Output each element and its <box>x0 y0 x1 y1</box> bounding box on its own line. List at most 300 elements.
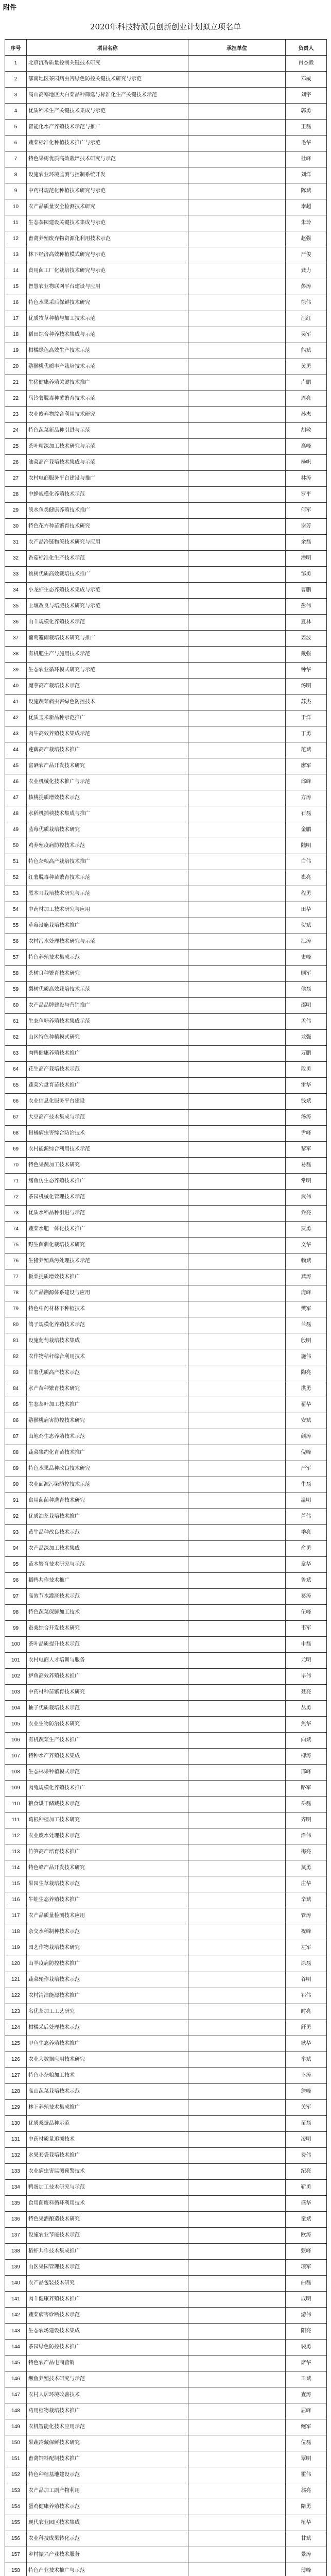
cell-unit <box>188 423 286 439</box>
cell-leader: 芦伟 <box>286 1509 327 1525</box>
cell-index: 11 <box>5 215 27 231</box>
cell-unit <box>188 2068 286 2084</box>
cell-project-name: 油菜高产栽培技术集成与示范 <box>27 455 188 471</box>
cell-index: 35 <box>5 599 27 615</box>
cell-index: 98 <box>5 1605 27 1621</box>
table-row <box>5 1301 327 1317</box>
cell-leader: 高峰 <box>286 439 327 455</box>
table-row <box>5 151 327 167</box>
table-row <box>5 1892 327 1908</box>
cell-unit <box>188 2419 286 2435</box>
cell-index: 58 <box>5 966 27 982</box>
cell-index: 27 <box>5 471 27 487</box>
cell-index: 81 <box>5 1333 27 1349</box>
cell-index: 59 <box>5 982 27 998</box>
cell-index: 95 <box>5 1557 27 1573</box>
cell-leader: 鲍军 <box>286 2419 327 2435</box>
cell-project-name: 生态鱼塘养殖技术集成示范 <box>27 1014 188 1030</box>
cell-project-name: 特色农产品电商营销 <box>27 2355 188 2371</box>
cell-index: 150 <box>5 2435 27 2451</box>
cell-index: 62 <box>5 1030 27 1046</box>
cell-leader: 葛涛 <box>286 1589 327 1605</box>
table-row <box>5 1413 327 1429</box>
cell-unit <box>188 1621 286 1637</box>
cell-leader: 牟斌 <box>286 2052 327 2068</box>
cell-project-name: 农业大数据应用技术研究 <box>27 2052 188 2068</box>
cell-leader: 夏林 <box>286 615 327 631</box>
table-row <box>5 870 327 886</box>
cell-unit <box>188 231 286 247</box>
cell-unit <box>188 1924 286 1940</box>
cell-leader: 赵强 <box>286 231 327 247</box>
cell-index: 97 <box>5 1589 27 1605</box>
cell-unit <box>188 104 286 120</box>
table-row <box>5 1908 327 1924</box>
cell-project-name: 农产品溯源体系建设与应用 <box>27 1285 188 1301</box>
table-row <box>5 1509 327 1525</box>
cell-unit <box>188 1573 286 1589</box>
table-row <box>5 599 327 615</box>
cell-project-name: 药用植物栽培技术推广 <box>27 2403 188 2419</box>
cell-project-name: 果园生草栽培技术示范 <box>27 1876 188 1892</box>
cell-project-name: 蔬菜标准化种植技术推广与示范 <box>27 135 188 151</box>
cell-index: 92 <box>5 1509 27 1525</box>
cell-unit <box>188 183 286 199</box>
cell-project-name: 中药材加工技术研究与应用 <box>27 902 188 918</box>
table-row <box>5 2308 327 2324</box>
cell-leader: 管涛 <box>286 1908 327 1924</box>
cell-index: 51 <box>5 854 27 870</box>
cell-leader: 聂亮 <box>286 1685 327 1701</box>
cell-leader: 靳勇 <box>286 2180 327 2196</box>
cell-project-name: 鲈鱼高效养殖技术推广 <box>27 1669 188 1685</box>
table-row <box>5 822 327 838</box>
cell-leader: 霍伟 <box>286 2467 327 2483</box>
cell-leader: 范斌 <box>286 742 327 758</box>
cell-index: 42 <box>5 710 27 726</box>
table-row <box>5 886 327 902</box>
cell-project-name: 农产品质量安全检测技术研究 <box>27 199 188 215</box>
cell-leader: 屈峰 <box>286 2403 327 2419</box>
cell-project-name: 柑橘采后处理技术示范 <box>27 2020 188 2036</box>
cell-leader: 严俊 <box>286 247 327 263</box>
table-row <box>5 359 327 375</box>
cell-index: 33 <box>5 567 27 583</box>
cell-unit <box>188 2340 286 2355</box>
cell-leader: 武伟 <box>286 1190 327 1206</box>
cell-leader: 贺斌 <box>286 918 327 934</box>
cell-index: 106 <box>5 1733 27 1749</box>
cell-unit <box>188 2292 286 2308</box>
table-row <box>5 503 327 519</box>
table-row <box>5 567 327 583</box>
cell-leader: 路军 <box>286 1781 327 1797</box>
cell-index: 124 <box>5 2020 27 2036</box>
cell-unit <box>188 247 286 263</box>
cell-leader: 余磊 <box>286 535 327 551</box>
table-row <box>5 1429 327 1445</box>
cell-project-name: 北京沉香质量控制关键技术研究 <box>27 56 188 72</box>
table-row <box>5 327 327 343</box>
cell-index: 52 <box>5 870 27 886</box>
cell-unit <box>188 88 286 104</box>
cell-leader: 严军 <box>286 1461 327 1477</box>
cell-index: 7 <box>5 151 27 167</box>
cell-leader: 黄勇 <box>286 359 327 375</box>
cell-leader: 尤明 <box>286 1653 327 1669</box>
table-row <box>5 1397 327 1413</box>
table-row <box>5 2196 327 2212</box>
cell-unit <box>188 2435 286 2451</box>
cell-leader: 甄峰 <box>286 2244 327 2260</box>
cell-leader: 纪亮 <box>286 2164 327 2180</box>
cell-project-name: 农村能源综合利用技术示范 <box>27 1142 188 1158</box>
cell-index: 44 <box>5 742 27 758</box>
cell-unit <box>188 56 286 72</box>
cell-project-name: 茶叶品质提升技术示范 <box>27 1637 188 1653</box>
cell-unit <box>188 215 286 231</box>
cell-project-name: 设施农业节能技术示范 <box>27 2228 188 2244</box>
table-row <box>5 1765 327 1781</box>
cell-project-name: 水果套袋栽培技术推广 <box>27 2148 188 2164</box>
cell-unit <box>188 918 286 934</box>
table-row <box>5 1333 327 1349</box>
table-row <box>5 2387 327 2403</box>
cell-leader: 倪峰 <box>286 1445 327 1461</box>
cell-unit <box>188 72 286 88</box>
cell-project-name: 优质牧草种植与加工技术示范 <box>27 311 188 327</box>
cell-unit <box>188 1333 286 1349</box>
cell-index: 130 <box>5 2116 27 2132</box>
cell-index: 39 <box>5 663 27 679</box>
cell-index: 132 <box>5 2148 27 2164</box>
cell-index: 80 <box>5 1317 27 1333</box>
cell-leader: 游伟 <box>286 2308 327 2324</box>
cell-unit <box>188 2004 286 2020</box>
table-row <box>5 854 327 870</box>
cell-project-name: 柑橘病虫害综合防治技术 <box>27 1126 188 1142</box>
cell-project-name: 草莓设施栽培技术推广 <box>27 918 188 934</box>
cell-index: 86 <box>5 1413 27 1429</box>
table-row <box>5 1637 327 1653</box>
cell-leader: 位磊 <box>286 2435 327 2451</box>
cell-index: 96 <box>5 1573 27 1589</box>
cell-project-name: 甲鱼生态养殖技术推广 <box>27 2036 188 2052</box>
cell-project-name: 鳝鱼仿生态养殖技术推广 <box>27 1174 188 1190</box>
cell-project-name: 林下经济高效种植模式研究与示范 <box>27 247 188 263</box>
cell-index: 83 <box>5 1365 27 1381</box>
cell-project-name: 水稻机插秧技术集成与推广 <box>27 806 188 822</box>
cell-leader: 郭勇 <box>286 104 327 120</box>
cell-leader: 柳涛 <box>286 1749 327 1765</box>
cell-leader: 耿华 <box>286 2036 327 2052</box>
cell-index: 71 <box>5 1174 27 1190</box>
cell-leader: 左军 <box>286 1940 327 1956</box>
cell-index: 57 <box>5 950 27 966</box>
cell-unit <box>188 1908 286 1924</box>
table-row <box>5 1828 327 1844</box>
cell-unit <box>188 1797 286 1812</box>
cell-leader: 景涛 <box>286 2547 327 2563</box>
cell-project-name: 优质水稻品种引进与示范 <box>27 1206 188 1222</box>
table-row <box>5 343 327 359</box>
cell-project-name: 富硒农产品开发技术研究 <box>27 758 188 774</box>
cell-unit <box>188 1381 286 1397</box>
cell-leader: 查涛 <box>286 2387 327 2403</box>
table-row <box>5 167 327 183</box>
cell-index: 25 <box>5 439 27 455</box>
cell-project-name: 蛋鸡健康养殖技术示范 <box>27 2499 188 2515</box>
cell-leader: 易磊 <box>286 1158 327 1174</box>
cell-index: 87 <box>5 1429 27 1445</box>
cell-index: 134 <box>5 2180 27 2196</box>
cell-leader: 谷明 <box>286 1972 327 1988</box>
table-row <box>5 2515 327 2531</box>
cell-leader: 关军 <box>286 2100 327 2116</box>
cell-index: 43 <box>5 726 27 742</box>
cell-index: 157 <box>5 2547 27 2563</box>
cell-unit <box>188 2276 286 2292</box>
table-row <box>5 199 327 215</box>
cell-project-name: 园艺作物栽培技术研究 <box>27 1940 188 1956</box>
cell-leader: 孙杰 <box>286 407 327 423</box>
cell-unit <box>188 535 286 551</box>
cell-leader: 周亮 <box>286 391 327 407</box>
cell-project-name: 畜禽饲料配制技术推广 <box>27 2451 188 2467</box>
cell-unit <box>188 1317 286 1333</box>
cell-unit <box>188 2132 286 2148</box>
cell-index: 77 <box>5 1269 27 1285</box>
table-row <box>5 1860 327 1876</box>
cell-index: 112 <box>5 1828 27 1844</box>
column-header-project: 项目名称 <box>27 40 188 56</box>
cell-unit <box>188 551 286 567</box>
cell-index: 8 <box>5 167 27 183</box>
table-row <box>5 1493 327 1509</box>
cell-unit <box>188 1669 286 1685</box>
cell-index: 45 <box>5 758 27 774</box>
cell-index: 5 <box>5 120 27 135</box>
cell-leader: 齐明 <box>286 1812 327 1828</box>
cell-leader: 安斌 <box>286 1413 327 1429</box>
cell-project-name: 水产苗种繁育技术研究 <box>27 1381 188 1397</box>
cell-index: 120 <box>5 1956 27 1972</box>
cell-unit <box>188 1717 286 1733</box>
cell-unit <box>188 1253 286 1269</box>
table-row <box>5 2483 327 2499</box>
cell-project-name: 红薯脱毒种苗繁育技术示范 <box>27 870 188 886</box>
cell-project-name: 鸽子规模化养殖技术示范 <box>27 1317 188 1333</box>
table-row <box>5 1749 327 1765</box>
cell-project-name: 高效节水灌溉技术示范 <box>27 1589 188 1605</box>
cell-leader: 牛磊 <box>286 1477 327 1493</box>
project-list-table <box>5 39 327 2576</box>
cell-unit <box>188 1158 286 1174</box>
cell-unit <box>188 1653 286 1669</box>
cell-unit <box>188 375 286 391</box>
cell-unit <box>188 2084 286 2100</box>
cell-unit <box>188 199 286 215</box>
cell-index: 85 <box>5 1397 27 1413</box>
cell-project-name: 香菇标准化生产技术示范 <box>27 551 188 567</box>
table-row <box>5 455 327 471</box>
table-row <box>5 726 327 742</box>
cell-project-name: 山地鸡生态养殖技术示范 <box>27 1429 188 1445</box>
cell-project-name: 肉兔规模化养殖技术推广 <box>27 1781 188 1797</box>
cell-unit <box>188 838 286 854</box>
cell-leader: 何军 <box>286 503 327 519</box>
cell-project-name: 有机肥生产与施用技术示范 <box>27 647 188 663</box>
cell-unit <box>188 1046 286 1062</box>
table-row <box>5 2132 327 2148</box>
cell-index: 138 <box>5 2244 27 2260</box>
cell-project-name: 现代农业园区技术集成 <box>27 2515 188 2531</box>
cell-project-name: 优质稻米生产关键技术集成与示范 <box>27 104 188 120</box>
cell-index: 50 <box>5 838 27 854</box>
cell-project-name: 鄂南地区茶园病虫害绿色防控关键技术研究与示范 <box>27 72 188 88</box>
cell-unit <box>188 2467 286 2483</box>
cell-project-name: 高山蔬菜栽培技术示范 <box>27 2084 188 2100</box>
table-row <box>5 295 327 311</box>
cell-index: 70 <box>5 1158 27 1174</box>
table-row <box>5 838 327 854</box>
cell-project-name: 板栗提质增效技术推广 <box>27 1269 188 1285</box>
cell-leader: 龚涛 <box>286 1269 327 1285</box>
cell-unit <box>188 822 286 838</box>
cell-unit <box>188 295 286 311</box>
cell-project-name: 蔬菜穴盘育苗技术推广 <box>27 1078 188 1094</box>
cell-index: 89 <box>5 1461 27 1477</box>
table-row <box>5 263 327 279</box>
cell-leader: 童斌 <box>286 2212 327 2228</box>
cell-unit <box>188 1206 286 1222</box>
cell-project-name: 乡村振兴产业技术服务 <box>27 2547 188 2563</box>
cell-project-name: 农业废弃物综合利用技术研究 <box>27 407 188 423</box>
cell-unit <box>188 279 286 295</box>
cell-index: 28 <box>5 487 27 503</box>
table-row <box>5 1158 327 1174</box>
cell-unit <box>188 1349 286 1365</box>
cell-index: 139 <box>5 2260 27 2276</box>
cell-index: 65 <box>5 1078 27 1094</box>
cell-index: 34 <box>5 583 27 599</box>
cell-unit <box>188 2563 286 2576</box>
cell-project-name: 山区特色种植模式研究 <box>27 1030 188 1046</box>
cell-index: 61 <box>5 1014 27 1030</box>
cell-project-name: 柚子优质栽培技术示范 <box>27 1701 188 1717</box>
cell-leader: 段勇 <box>286 1062 327 1078</box>
cell-unit <box>188 2020 286 2036</box>
table-row <box>5 998 327 1014</box>
cell-unit <box>188 1685 286 1701</box>
cell-leader: 丁勇 <box>286 726 327 742</box>
cell-unit <box>188 135 286 151</box>
cell-unit <box>188 391 286 407</box>
cell-index: 148 <box>5 2403 27 2419</box>
cell-leader: 兰磊 <box>286 1317 327 1333</box>
cell-index: 79 <box>5 1301 27 1317</box>
cell-leader: 樊军 <box>286 1301 327 1317</box>
cell-unit <box>188 487 286 503</box>
cell-unit <box>188 647 286 663</box>
cell-leader: 施伟 <box>286 1349 327 1365</box>
cell-index: 19 <box>5 343 27 359</box>
cell-project-name: 蔬菜病害诊断技术示范 <box>27 2308 188 2324</box>
cell-leader: 李超 <box>286 199 327 215</box>
cell-unit <box>188 263 286 279</box>
cell-leader: 成明 <box>286 2292 327 2308</box>
cell-index: 37 <box>5 631 27 647</box>
cell-index: 143 <box>5 2324 27 2340</box>
cell-leader: 凌明 <box>286 2132 327 2148</box>
cell-project-name: 山羊疫病防控技术推广 <box>27 1956 188 1972</box>
cell-leader: 陈斌 <box>286 183 327 199</box>
cell-leader: 侯磊 <box>286 982 327 998</box>
cell-index: 15 <box>5 279 27 295</box>
cell-leader: 庞峰 <box>286 1285 327 1301</box>
cell-project-name: 农机智能化技术应用示范 <box>27 2419 188 2435</box>
cell-unit <box>188 2371 286 2387</box>
cell-project-name: 特色水果采后保鲜技术研究 <box>27 295 188 311</box>
cell-project-name: 特色蔬菜新品种引进与示范 <box>27 423 188 439</box>
table-row <box>5 1733 327 1749</box>
cell-project-name: 生态茶叶加工技术推广 <box>27 1397 188 1413</box>
table-row <box>5 2052 327 2068</box>
table-row <box>5 56 327 72</box>
cell-project-name: 农村污水处理技术研究与示范 <box>27 934 188 950</box>
cell-project-name: 甘薯优质高产技术示范 <box>27 1365 188 1381</box>
cell-project-name: 特色蜂产品开发技术研究 <box>27 1860 188 1876</box>
table-row <box>5 1317 327 1333</box>
cell-leader: 杜峰 <box>286 151 327 167</box>
table-row <box>5 1605 327 1621</box>
cell-unit <box>188 631 286 647</box>
cell-unit <box>188 790 286 806</box>
cell-project-name: 肉鸭健康养殖技术推广 <box>27 1046 188 1062</box>
cell-unit <box>188 663 286 679</box>
cell-project-name: 土壤改良与培肥技术研究与示范 <box>27 599 188 615</box>
cell-index: 115 <box>5 1876 27 1892</box>
cell-leader: 舒勇 <box>286 2020 327 2036</box>
table-row <box>5 742 327 758</box>
cell-index: 1 <box>5 56 27 72</box>
cell-index: 141 <box>5 2292 27 2308</box>
cell-leader: 邵明 <box>286 998 327 1014</box>
column-header-unit: 承担单位 <box>188 40 286 56</box>
cell-unit <box>188 567 286 583</box>
cell-index: 36 <box>5 615 27 631</box>
cell-leader: 于洋 <box>286 710 327 726</box>
cell-project-name: 食用菌工厂化栽培技术研究与示范 <box>27 263 188 279</box>
cell-project-name: 花生高产栽培技术示范 <box>27 1062 188 1078</box>
cell-leader: 庄华 <box>286 1876 327 1892</box>
cell-project-name: 特色水果品种改良技术研究 <box>27 1461 188 1477</box>
table-row <box>5 104 327 120</box>
cell-index: 131 <box>5 2132 27 2148</box>
cell-project-name: 核桃提质增效技术示范 <box>27 790 188 806</box>
table-row <box>5 1445 327 1461</box>
cell-index: 142 <box>5 2308 27 2324</box>
cell-unit <box>188 2324 286 2340</box>
cell-index: 82 <box>5 1349 27 1365</box>
cell-index: 84 <box>5 1381 27 1397</box>
cell-unit <box>188 2515 286 2531</box>
cell-unit <box>188 503 286 519</box>
cell-leader: 詹峰 <box>286 2084 327 2100</box>
cell-unit <box>188 1062 286 1078</box>
cell-index: 100 <box>5 1637 27 1653</box>
cell-project-name: 生态农业循环模式研究与示范 <box>27 663 188 679</box>
